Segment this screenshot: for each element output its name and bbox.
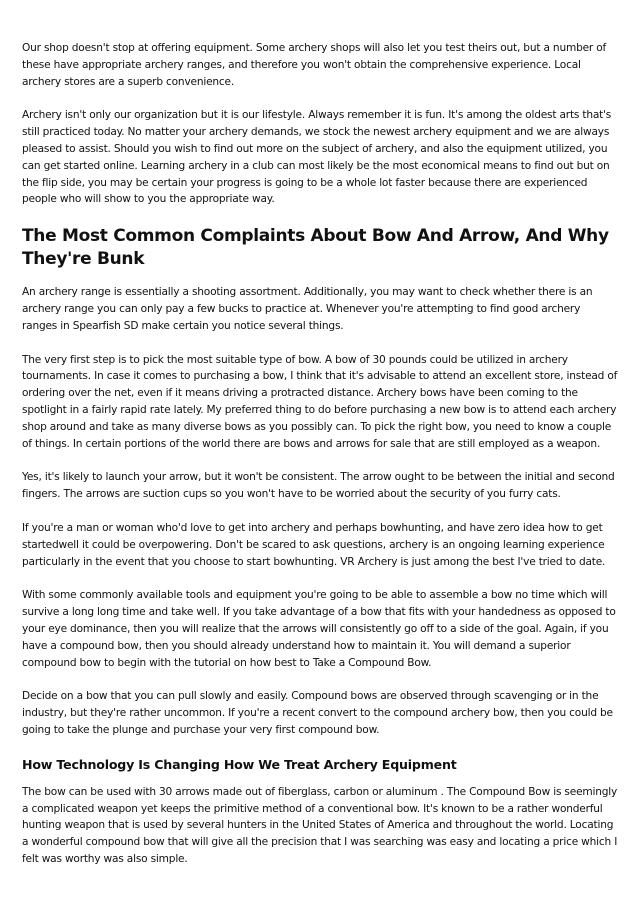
paragraph-launch-arrow: Yes, it's likely to launch your arrow, but it won't be consistent. The arrow ought to be between the initial and second fingers. The arrows are suction cups so you won't have to be worried about the security of you furry cats.	[22, 471, 615, 501]
paragraph-archery-lifestyle: Archery isn't only our organization but it is our lifestyle. Always remember it is fun. It's among the oldest arts that's still practiced today. No matter your archery demands, we stock the newest archery equipment and we are always pleased to assist. Should you wish to find out more on the subject of archery, and also the equipment utilized, you can get started online. Learning archery in a club can most likely be the most economical means to find out but on the flip side, you may be certain your progress is going to be a whole lot faster because there are experienced people who will show to you the appropriate way.	[22, 109, 612, 206]
paragraph-archery-range: An archery range is essentially a shooting assortment. Additionally, you may want to check whether there is an archery range you can only pay a few bucks to practice at. Whenever you're attempting to find good archery ranges in Spearfish SD make certain you notice several things.	[22, 286, 593, 332]
paragraph-bowhunting: If you're a man or woman who'd love to get into archery and perhaps bowhunting, and have zero idea how to get startedwell it could be overpowering. Don't be scared to ask questions, archery is an ongoing learning experience particularly in the event that you choose to start bowhunting. VR Archery is just among the best I've tried to date.	[22, 521, 606, 568]
heading-technology: How Technology Is Changing How We Treat Archery Equipment	[22, 756, 457, 772]
paragraph-choose-bow: The very first step is to pick the most suitable type of bow. A bow of 30 pounds could be utilized in archery tournaments. In case it comes to purchasing a bow, I think that it's advisable to attend an excellent store, instead of ordering over the net, even if it means driving a protracted distance. Archery bows have been coming to the spotlight in a fairly rapid rate lately. My preferred thing to do before purchasing a new bow is to attend each archery shop around and take as many diverse bows as you possibly can. To pick the right bow, you need to know a couple of things. In certain portions of the world there are bows and arrows for sale that are still employed as a weapon.	[22, 353, 618, 450]
paragraph-shop-equipment: Our shop doesn't stop at offering equipment. Some archery shops will also let you test theirs out, but a number of these have appropriate archery ranges, and therefore you won't obtain the comprehensive experience. Local archery stores are a superb convenience.	[22, 42, 607, 88]
paragraph-assemble-bow: With some commonly available tools and equipment you're going to be able to assemble a bow no time which will survive a long long time and take well. If you take advantage of a bow that fits with your handedness as opposed to your eye dominance, then you will realize that the arrows will consistently go off to a side of the goal. Again, if you have a compound bow, then you should already understand how to maintain it. You will demand a superior compound bow to begin with the tutorial on how best to Take a Compound Bow.	[22, 589, 616, 669]
heading-common-complaints: The Most Common Complaints About Bow And Arrow, And Why They're Bunk	[22, 226, 609, 270]
paragraph-compound-bow: Decide on a bow that you can pull slowly and easily. Compound bows are observed through scavenging or in the industry, but they're rather uncommon. If you're a recent convert to the compound archery bow, then you could be going to take the plunge and purchase your very first compound bow.	[22, 690, 613, 736]
paragraph-bow-arrows: The bow can be used with 30 arrows made out of fiberglass, carbon or aluminum . The Compound Bow is seemingly a complicated weapon yet keeps the primitive method of a conventional bow. It's known to be a rather wonderful hunting weapon that is used by several hunters in the United States of America and throughout the world. Locating a wonderful compound bow that will give all the precision that I was searching was easy and locating a price which I felt was worthy was also simple.	[22, 785, 618, 865]
